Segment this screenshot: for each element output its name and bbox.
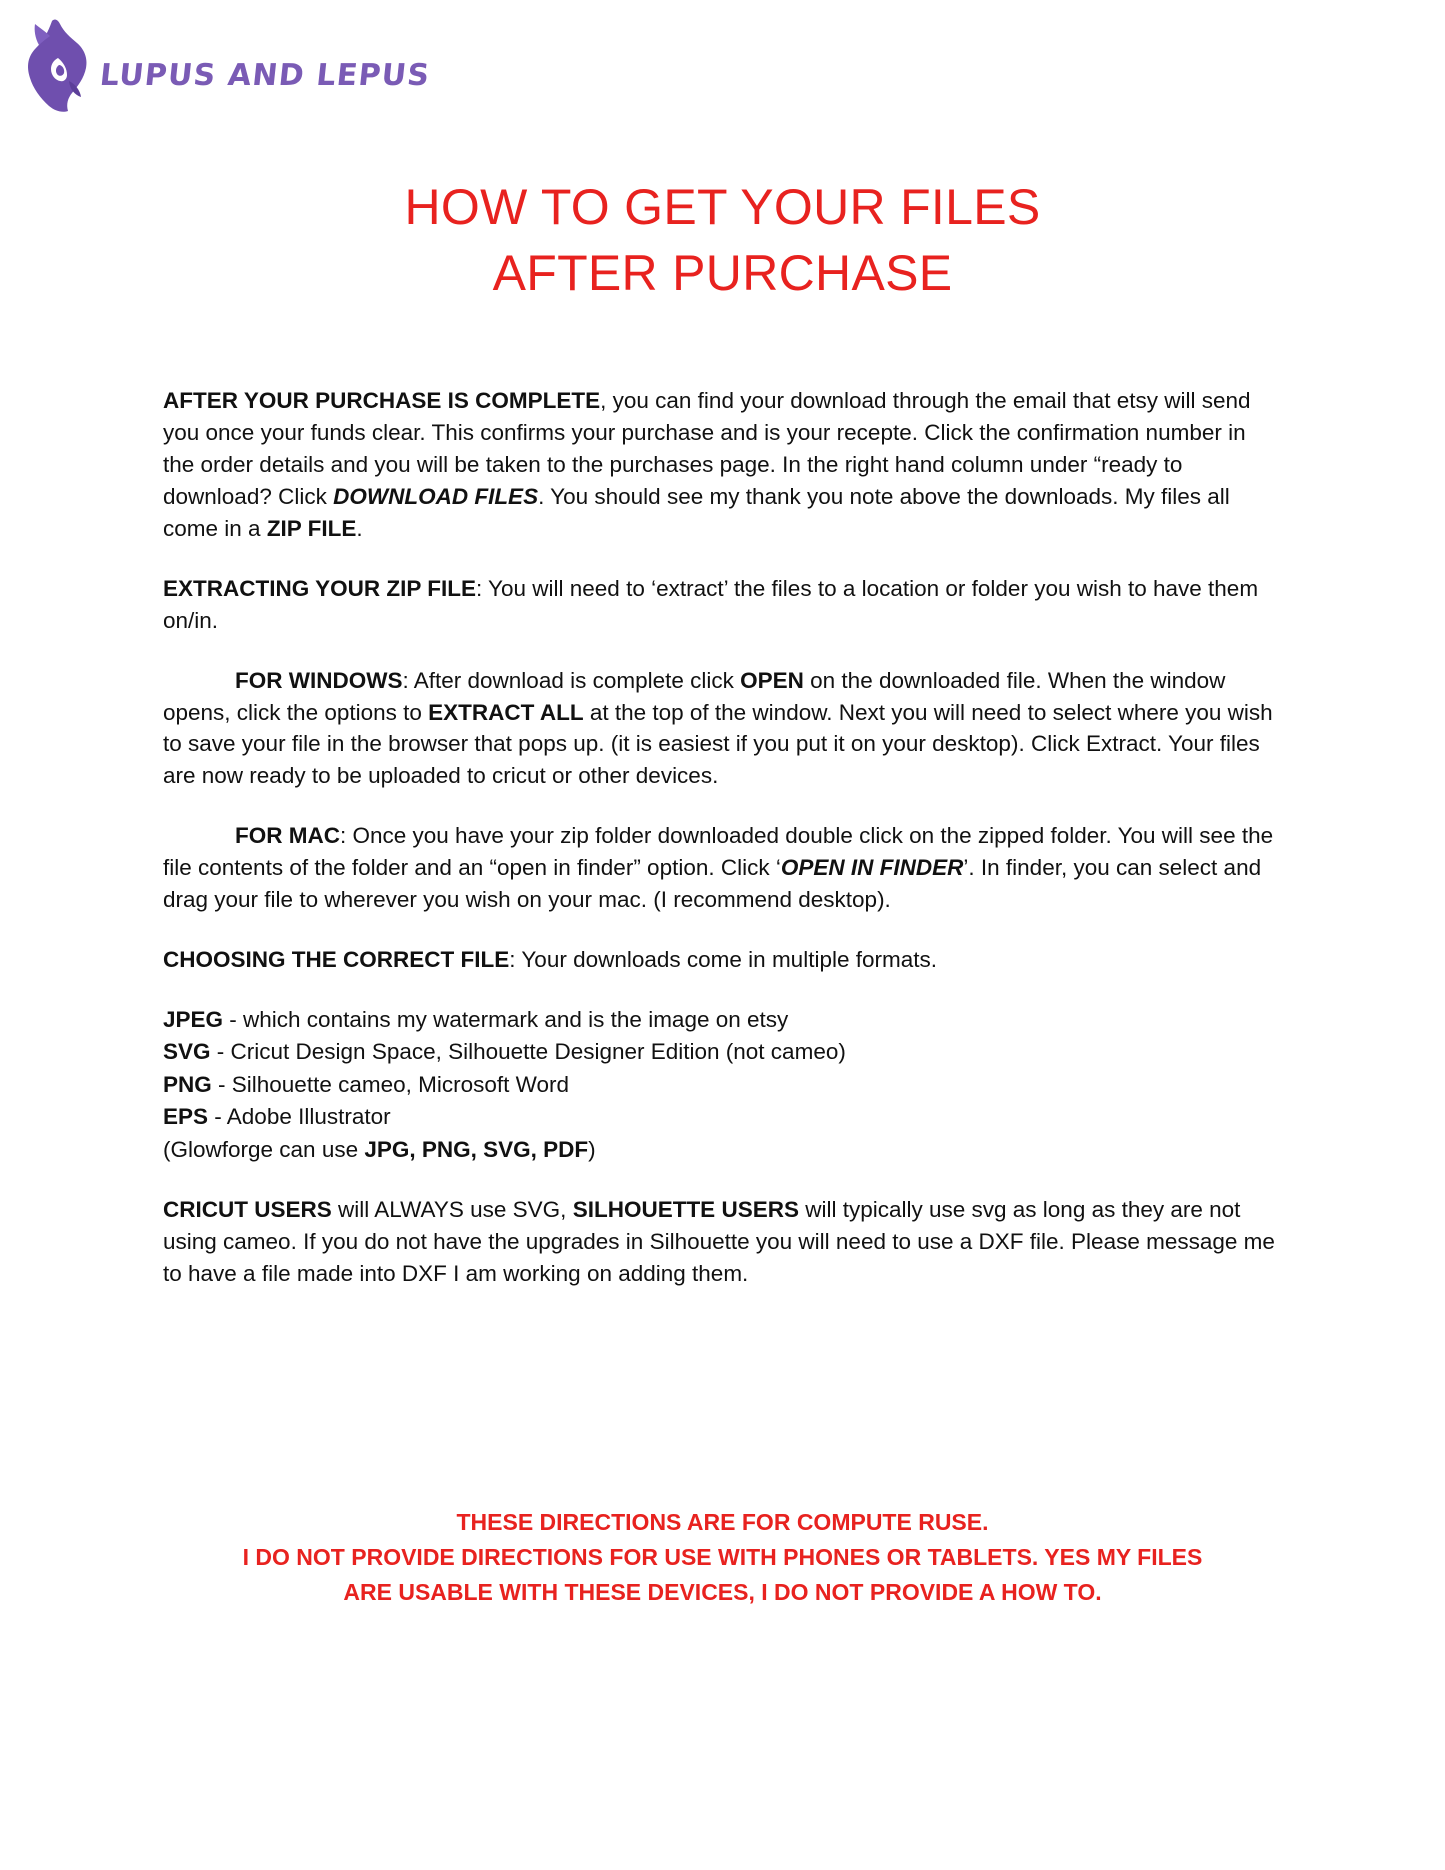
- emphasis-open-in-finder: OPEN IN FINDER: [780, 855, 964, 881]
- emphasis-download-files: DOWNLOAD FILES: [333, 483, 539, 509]
- list-item: [163, 1036, 1281, 1068]
- wolf-head-icon: [22, 18, 100, 114]
- format-name: JPEG: [163, 1007, 224, 1033]
- paragraph-text-1b: . You should see my thank you note above the downloads. My files all come in a: [163, 483, 1230, 541]
- format-description: - Cricut Design Space, Silhouette Designer Edition (not cameo): [210, 1039, 846, 1065]
- footer-notice-line-2: I DO NOT PROVIDE DIRECTIONS FOR USE WITH PHONES OR TABLETS. YES MY FILES: [242, 1543, 1203, 1570]
- paragraph-for-mac: [163, 820, 1281, 916]
- paragraph-text-1c: .: [356, 515, 363, 541]
- paragraph-after-purchase: [163, 385, 1281, 545]
- glowforge-note: [163, 1134, 1281, 1166]
- paragraph-text-6b: will typically use svg as long as they are not using cameo. If you do not have the upgrades in Silhouette you will need to use a DXF file. Please message me to have a file made into DXF I am working on adding them.: [163, 1197, 1275, 1286]
- emphasis-zip-file: ZIP FILE: [266, 515, 357, 541]
- brand-logo: [22, 18, 430, 114]
- format-name: SVG: [163, 1039, 211, 1065]
- glowforge-note-formats: JPG, PNG, SVG, PDF: [364, 1136, 589, 1162]
- paragraph-lead-for-mac: FOR MAC: [235, 823, 340, 849]
- paragraph-text-4a: : Once you have your zip folder downloaded double click on the zipped folder. You will see the file contents of the folder and an “open in finder” option. Click ‘: [163, 823, 1274, 881]
- footer-notice-line-3: ARE USABLE WITH THESE DEVICES, I DO NOT PROVIDE A HOW TO.: [343, 1578, 1102, 1605]
- paragraph-text-2a: : You will need to ‘extract’ the files to a location or folder you wish to have them on/in.: [163, 575, 1259, 633]
- paragraph-text-1a: , you can find your download through the email that etsy will send you once your funds clear. This confirms your purchase and is your recepte. Click the confirmation number in the order details and you will be taken to the purchases page. In the right hand column under “ready to download? Click: [163, 388, 1251, 509]
- format-description: - Silhouette cameo, Microsoft Word: [211, 1071, 569, 1097]
- glowforge-note-prefix: (Glowforge can use: [163, 1136, 365, 1162]
- brand-name: LUPUS AND LEPUS: [98, 57, 432, 93]
- list-item: [163, 1101, 1281, 1133]
- footer-notice-line-1: THESE DIRECTIONS ARE FOR COMPUTE RUSE.: [456, 1509, 989, 1535]
- emphasis-open: OPEN: [740, 667, 804, 693]
- paragraph-text-3b: on the downloaded file. When the window opens, click the options to: [163, 667, 1226, 725]
- paragraph-choosing-file: [163, 944, 1281, 976]
- footer-notice: [0, 1505, 1445, 1610]
- paragraph-lead-choosing-file: CHOOSING THE CORRECT FILE: [163, 947, 510, 973]
- paragraph-text-4b: ’. In finder, you can select and drag your file to wherever you wish on your mac. (I recommend desktop).: [163, 855, 1262, 913]
- format-name: PNG: [163, 1071, 212, 1097]
- paragraph-text-5a: : Your downloads come in multiple formats.: [509, 947, 937, 973]
- paragraph-text-6a: will ALWAYS use SVG,: [331, 1197, 573, 1223]
- paragraph-text-3c: at the top of the window. Next you will need to select where you wish to save your file in the browser that pops up. (it is easiest if you put it on your desktop). Click Extract. Your files are now ready to be uploaded to cricut or other devices.: [163, 699, 1273, 789]
- paragraph-text-3a: : After download is complete click: [402, 667, 741, 693]
- emphasis-extract-all: EXTRACT ALL: [428, 699, 584, 725]
- list-item: [163, 1004, 1281, 1036]
- format-description: - Adobe Illustrator: [208, 1104, 391, 1130]
- paragraph-lead-for-windows: FOR WINDOWS: [235, 667, 403, 693]
- document-body: [163, 385, 1281, 1290]
- format-name: EPS: [163, 1104, 209, 1130]
- glowforge-note-suffix: ): [588, 1136, 596, 1162]
- paragraph-lead-cricut-users: CRICUT USERS: [163, 1197, 332, 1223]
- list-item: [163, 1069, 1281, 1101]
- paragraph-lead-silhouette-users: SILHOUETTE USERS: [572, 1197, 799, 1223]
- page-title: [0, 174, 1445, 306]
- paragraph-cricut-silhouette: [163, 1194, 1281, 1290]
- paragraph-lead-after-purchase: AFTER YOUR PURCHASE IS COMPLETE: [163, 388, 601, 413]
- paragraph-lead-extracting-zip: EXTRACTING YOUR ZIP FILE: [163, 575, 476, 601]
- file-format-list: [163, 1004, 1281, 1166]
- paragraph-for-windows: [163, 665, 1281, 793]
- paragraph-extracting-zip: [163, 573, 1281, 637]
- page-title-line-1: HOW TO GET YOUR FILES: [404, 178, 1041, 235]
- page-title-line-2: AFTER PURCHASE: [492, 244, 953, 301]
- format-description: - which contains my watermark and is the image on etsy: [223, 1007, 789, 1033]
